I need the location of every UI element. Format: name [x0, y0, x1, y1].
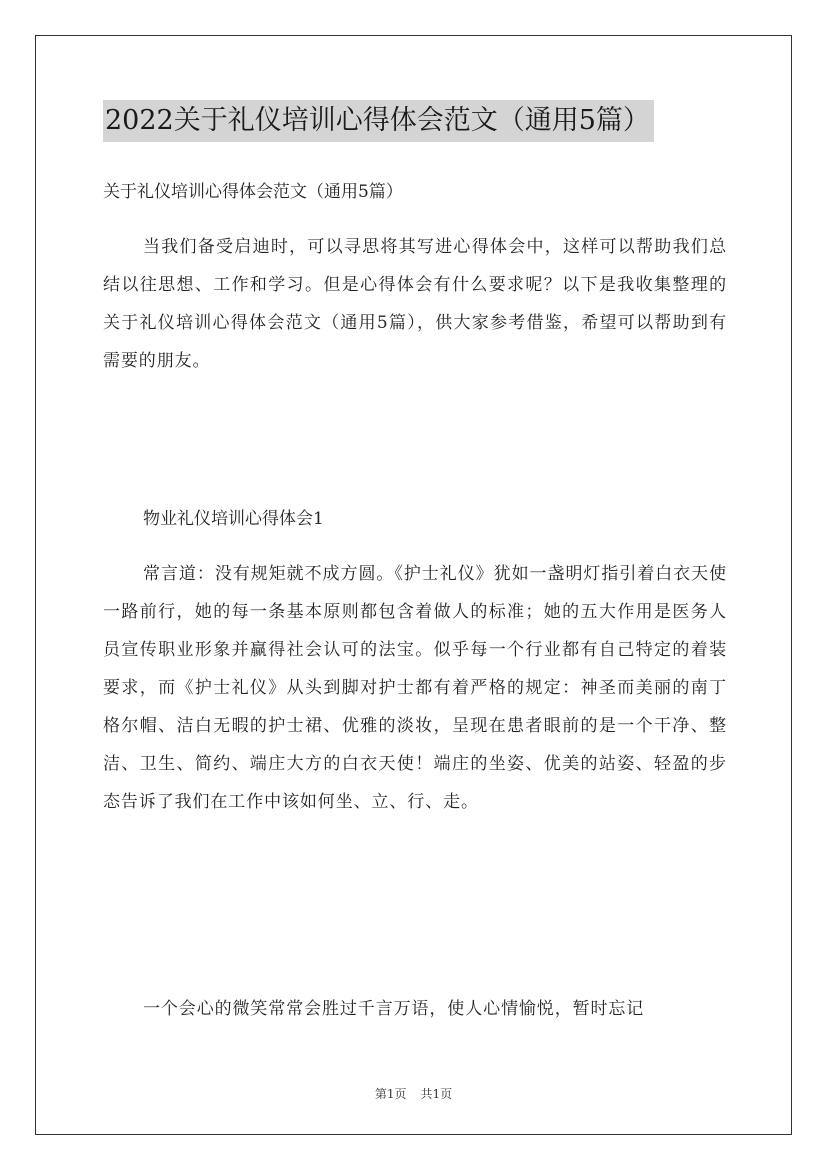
page-number-total: 共1页 [420, 1087, 453, 1101]
page-footer [0, 1085, 827, 1102]
document-title: 2022关于礼仪培训心得体会范文（通用5篇） [103, 100, 654, 142]
body-paragraph-2: 一个会心的微笑常常会胜过千言万语，使人心情愉悦，暂时忘记 [143, 999, 645, 1019]
page-number-current: 第1页 [374, 1087, 407, 1101]
body-paragraph-1: 常言道：没有规矩就不成方圆。《护士礼仪》犹如一盏明灯指引着白衣天使一路前行，她的每一条基本原则都包含着做人的标准；她的五大作用是医务人员宣传职业形象并赢得社会认可的法宝。似乎每一个行业都有自己特定的着装要求，而《护士礼仪》从头到脚对护士都有着严格的规定：神圣而美丽的南丁格尔帽、洁白无暇的护士裙、优雅的淡妆，呈现在患者眼前的是一个干净、整洁、卫生、简约、端庄大方的白衣天使！端庄的坐姿、优美的站姿、轻盈的步态告诉了我们在工作中该如何坐、立、行、走。 [103, 564, 727, 812]
intro-paragraph: 当我们备受启迪时，可以寻思将其写进心得体会中，这样可以帮助我们总结以往思想、工作和学习。但是心得体会有什么要求呢？以下是我收集整理的关于礼仪培训心得体会范文（通用5篇），供大家参考借鉴，希望可以帮助到有需要的朋友。 [103, 237, 727, 371]
document-subtitle: 关于礼仪培训心得体会范文（通用5篇） [103, 182, 403, 202]
section-heading: 物业礼仪培训心得体会1 [143, 509, 324, 529]
